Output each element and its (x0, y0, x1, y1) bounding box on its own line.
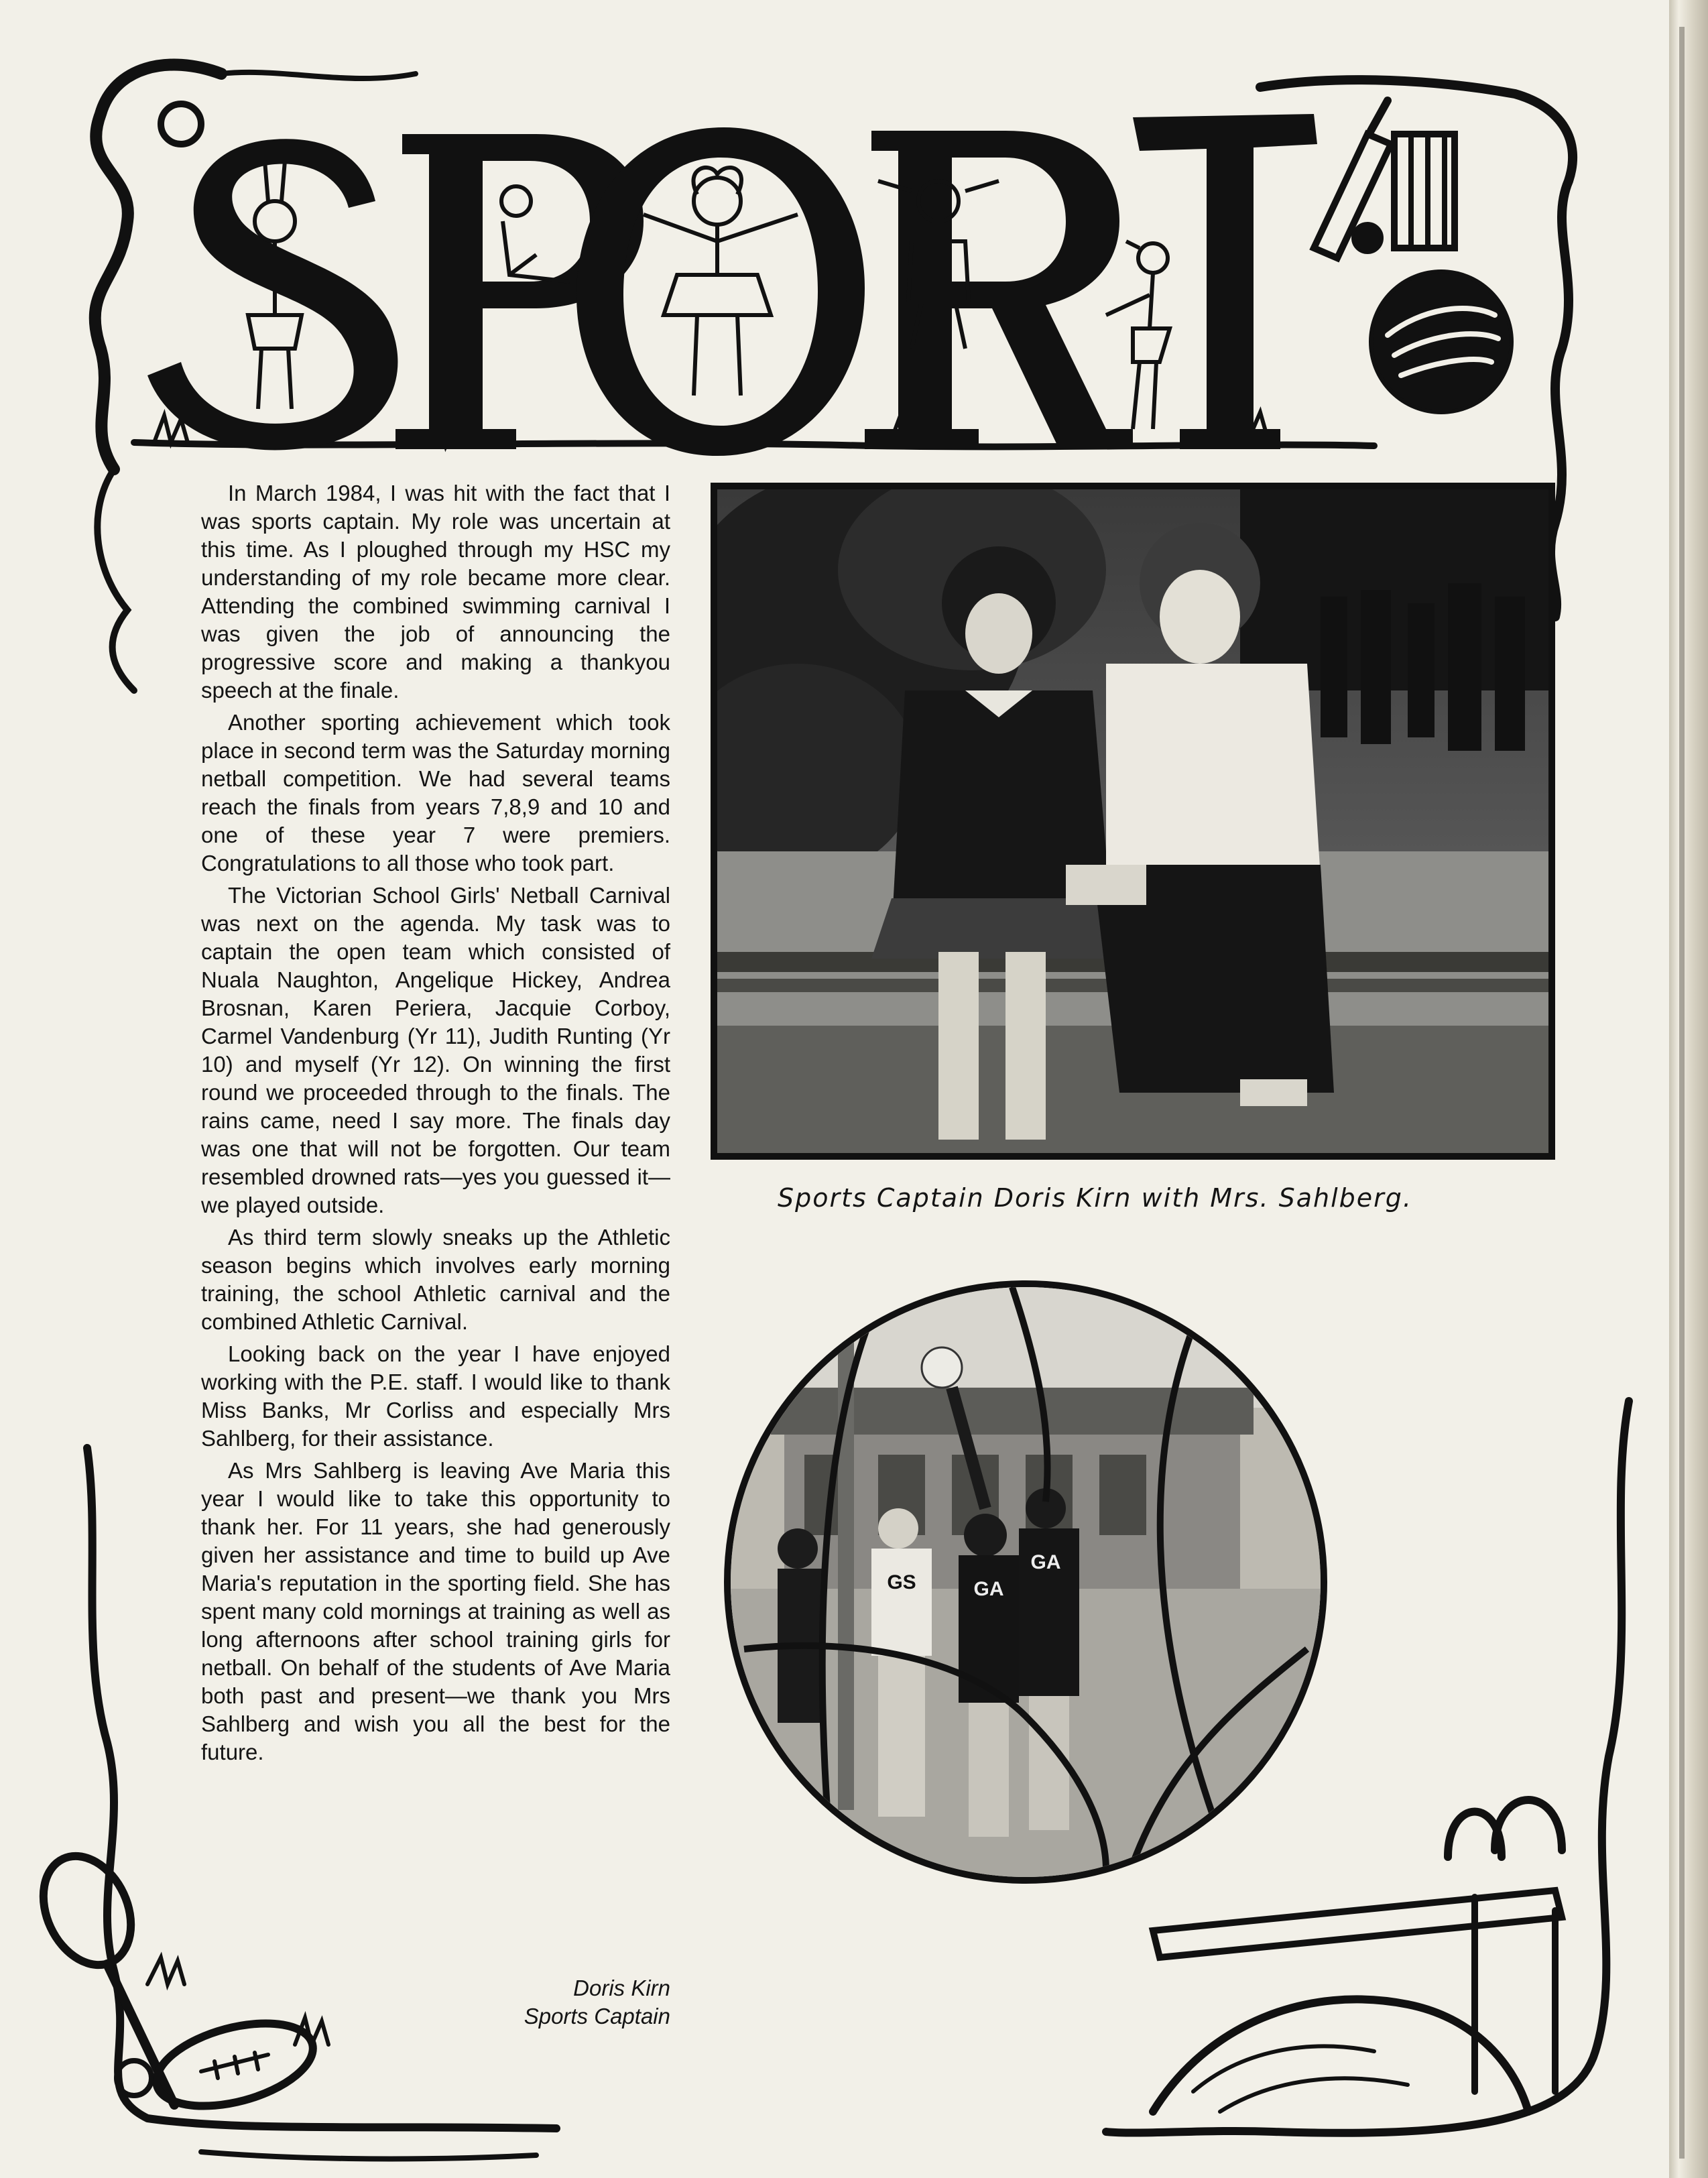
captain-photo-image (717, 489, 1548, 1153)
vaulting-board-icon (1153, 1890, 1562, 1957)
article-body (201, 479, 670, 1770)
sitting-girl-icon (501, 186, 531, 216)
signature-name: Doris Kirn (573, 1976, 670, 2000)
bib-ga-right: GA (1030, 1551, 1061, 1573)
article-paragraph: Another sporting achievement which took place in second term was the Saturday morning netball competition. We had several teams reach the finals from years 7,8,9 and 10 and one of these year 7 were premiers. Congratulations to all those who took part. (201, 710, 670, 875)
tennis-racket-icon (27, 1842, 148, 1980)
article-paragraph: Looking back on the year I have enjoyed working with the P.E. staff. I would like to thank Miss Banks, Mr Corliss and especially Mrs Sahlberg, for their assistance. (201, 1341, 670, 1451)
binding-shadow (1679, 27, 1685, 2159)
captain-photo (711, 483, 1555, 1160)
photo-caption: Sports Captain Doris Kirn with Mrs. Sahlberg. (778, 1183, 1413, 1213)
dancing-girl-icon (694, 178, 741, 225)
signature-role: Sports Captain (524, 2004, 670, 2029)
ball-icon (161, 104, 201, 144)
sport-title-letters (147, 114, 1317, 456)
signature-block (402, 1974, 670, 2031)
rugby-ball-icon (1371, 271, 1512, 412)
article-paragraph: In March 1984, I was hit with the fact that I was sports captain. My role was uncertain at this time. As I ploughed through my HSC my understanding of my role became more clear. Attending the combined swimming carnival I was given the job of announcing the progressive score and making a thankyou speech at the finale. (201, 481, 670, 703)
article-paragraph: The Victorian School Girls' Netball Carnival was next on the agenda. My task was to captain the open team which consisted of Nuala Naughton, Angelique Hickey, Andrea Brosnan, Karen Periera, Jacquie Corboy, Carmel Vandenburg (Yr 11), Judith Runting (Yr 10) and myself (Yr 12). On winning the first round we proceeded through to the finals. The rains came, need I say more. The finals day was one that will not be forgotten. Our team resembled drowned rats—yes you guessed it—we played outside. (201, 883, 670, 1217)
article-paragraph: As third term slowly sneaks up the Athletic season begins which involves early morning training, the school Athletic carnival and the combined Athletic Carnival. (201, 1225, 670, 1334)
netball-photo-image (731, 1287, 1321, 1877)
netball-photo (724, 1280, 1327, 1884)
bib-ga: GA (973, 1578, 1004, 1600)
bib-gs: GS (887, 1571, 916, 1593)
gymnast-figure-icon (255, 201, 295, 241)
page-edge (1669, 0, 1708, 2178)
article-paragraph: As Mrs Sahlberg is leaving Ave Maria this year I would like to take this opportunity to thank her. For 11 years, she had generously given her assistance and time to build up Ave Maria's reputation in the sporting field. She has spent many cold mornings at training as well as long afternoons after school training girls for netball. On behalf of the students of Ave Maria both past and present—we thank you Mrs Sahlberg and wish you all the best for the future. (201, 1458, 670, 1764)
netball-girl-icon (1138, 243, 1168, 273)
